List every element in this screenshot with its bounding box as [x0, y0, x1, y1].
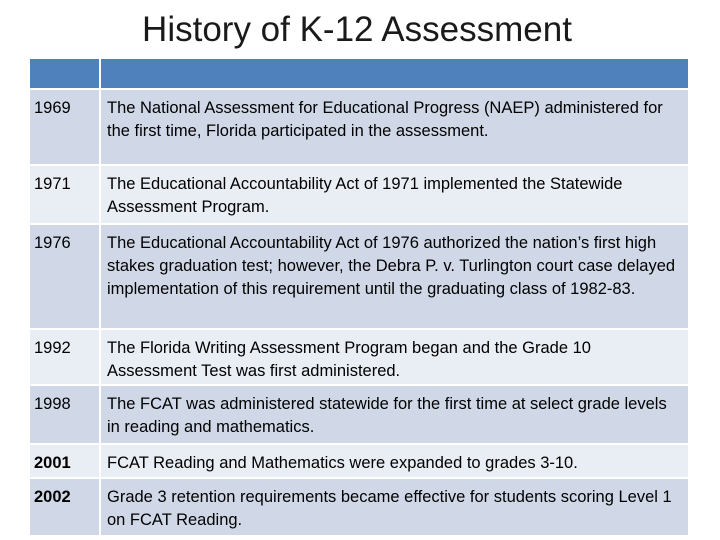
description-cell: The Educational Accountability Act of 1976 authorized the nation’s first high stakes graduation test; however, the Debra P. v. Turlington court case delayed implementation of this requirement until the graduating class of 1982-83.: [100, 224, 689, 329]
description-cell: The National Assessment for Educational Progress (NAEP) administered for the first time, Florida participated in the assessment.: [100, 89, 689, 165]
table-row: [29, 89, 689, 165]
table-row: [29, 329, 689, 385]
description-cell: The Educational Accountability Act of 1971 implemented the Statewide Assessment Program.: [100, 165, 689, 224]
table-row: [29, 224, 689, 329]
year-cell: 1976: [29, 224, 100, 329]
table-row: [29, 444, 689, 478]
table-row: [29, 385, 689, 444]
description-column-header: [100, 58, 689, 89]
description-cell: Grade 3 retention requirements became effective for students scoring Level 1 on FCAT Reading.: [100, 478, 689, 536]
year-cell: 2002: [29, 478, 100, 536]
year-cell: 2001: [29, 444, 100, 478]
year-column-header: [29, 58, 100, 89]
assessment-history-table: [28, 57, 690, 537]
table-row: [29, 478, 689, 536]
year-cell: 1971: [29, 165, 100, 224]
year-cell: 1998: [29, 385, 100, 444]
description-cell: FCAT Reading and Mathematics were expanded to grades 3-10.: [100, 444, 689, 478]
description-cell: The FCAT was administered statewide for the first time at select grade levels in reading and mathematics.: [100, 385, 689, 444]
page-title: History of K-12 Assessment: [142, 10, 572, 49]
year-cell: 1992: [29, 329, 100, 385]
table-header-row: [29, 58, 689, 89]
year-cell: 1969: [29, 89, 100, 165]
description-cell: The Florida Writing Assessment Program began and the Grade 10 Assessment Test was first administered.: [100, 329, 689, 385]
table-row: [29, 165, 689, 224]
